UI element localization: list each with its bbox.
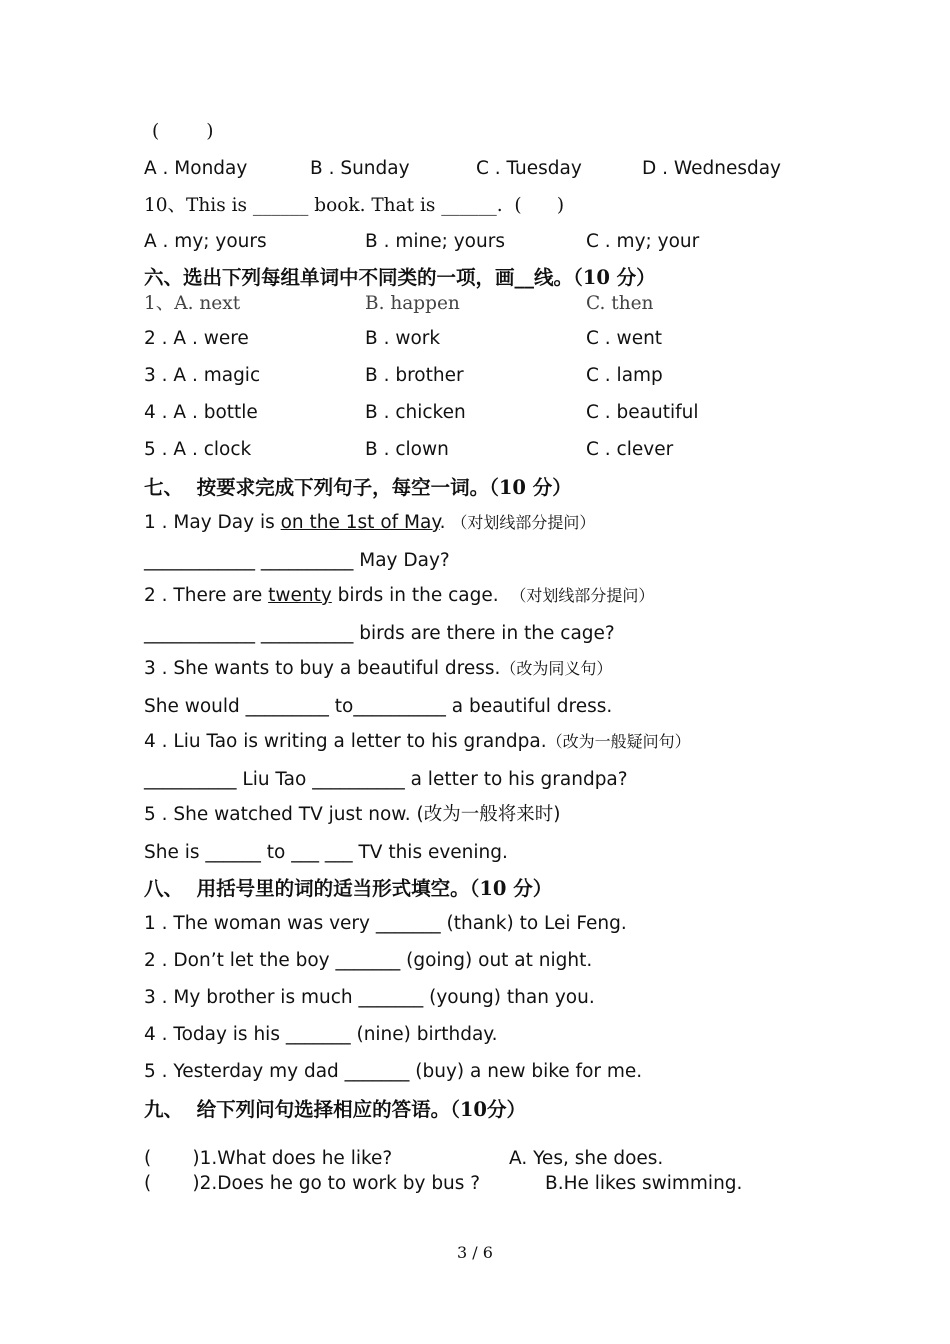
- section7-heading: 七、 按要求完成下列句子，每空一词。（10 分）: [144, 476, 572, 499]
- s6-row2-a: 2 . A . were: [144, 328, 249, 349]
- s7-q4-note: （改为一般疑问句）: [546, 732, 691, 751]
- s6-row1-a: 1、A. next: [144, 293, 241, 314]
- s7-q1-note: （对划线部分提问）: [451, 513, 596, 532]
- s7-q2-underlined: twenty: [268, 585, 332, 606]
- section8-heading: 八、 用括号里的词的适当形式填空。（10 分）: [144, 877, 553, 900]
- s7-q1-answer: ____________ __________ May Day?: [144, 550, 450, 571]
- s6-row2-c: C . went: [586, 328, 663, 349]
- s9-a2: B.He likes swimming.: [545, 1173, 743, 1194]
- s7-q2-note: （对划线部分提问）: [510, 586, 655, 605]
- q10-stem: 10、This is ______ book. That is ______. ( ): [144, 195, 565, 216]
- s7-q3: 3 . She wants to buy a beautiful dress.（改为同义句）: [144, 658, 613, 679]
- q10-option-a: A . my; yours: [144, 231, 267, 252]
- s8-item-1: 1 . The woman was very _______ (thank) to Lei Feng.: [144, 913, 627, 934]
- s8-item-4: 4 . Today is his _______ (nine) birthday.: [144, 1024, 498, 1045]
- s8-item-2: 2 . Don’t let the boy _______ (going) out at night.: [144, 950, 593, 971]
- q9-answer-paren: ( ): [152, 121, 214, 142]
- section9-heading: 九、 给下列问句选择相应的答语。（10分）: [144, 1098, 526, 1121]
- s8-item-3: 3 . My brother is much _______ (young) than you.: [144, 987, 595, 1008]
- s6-row1-b: B. happen: [365, 293, 460, 314]
- s7-q4-answer: __________ Liu Tao __________ a letter to his grandpa?: [144, 769, 628, 790]
- q10-option-c: C . my; your: [586, 231, 700, 252]
- s6-row3-a: 3 . A . magic: [144, 365, 261, 386]
- s6-row5-c: C . clever: [586, 439, 674, 460]
- s7-q3-answer: She would _________ to__________ a beautiful dress.: [144, 696, 613, 717]
- q9-option-a: A . Monday: [144, 158, 248, 179]
- s9-a1: A. Yes, she does.: [509, 1148, 664, 1169]
- q9-option-b: B . Sunday: [310, 158, 410, 179]
- s7-q5: 5 . She watched TV just now. (改为一般将来时): [144, 804, 561, 825]
- s7-q1-underlined: on the 1st of May: [280, 512, 440, 533]
- section6-heading: 六、选出下列每组单词中不同类的一项，画__线。（10 分）: [144, 266, 656, 289]
- s6-row4-a: 4 . A . bottle: [144, 402, 258, 423]
- q9-option-d: D . Wednesday: [642, 158, 781, 179]
- s7-q1: 1 . May Day is on the 1st of May. （对划线部分提问）: [144, 512, 596, 533]
- s8-item-5: 5 . Yesterday my dad _______ (buy) a new bike for me.: [144, 1061, 643, 1082]
- q10-option-b: B . mine; yours: [365, 231, 505, 252]
- s7-q5-answer: She is ______ to ___ ___ TV this evening.: [144, 842, 508, 863]
- s6-row2-b: B . work: [365, 328, 441, 349]
- s6-row4-b: B . chicken: [365, 402, 466, 423]
- page-number: 3 / 6: [457, 1243, 493, 1262]
- s7-q4: 4 . Liu Tao is writing a letter to his grandpa.（改为一般疑问句）: [144, 731, 691, 752]
- s6-row3-b: B . brother: [365, 365, 464, 386]
- s6-row3-c: C . lamp: [586, 365, 663, 386]
- s9-q2: ( )2.Does he go to work by bus ?: [144, 1173, 481, 1194]
- s6-row5-b: B . clown: [365, 439, 449, 460]
- s6-row4-c: C . beautiful: [586, 402, 699, 423]
- s9-q1: ( )1.What does he like?: [144, 1148, 393, 1169]
- s6-row1-c: C. then: [586, 293, 654, 314]
- q9-option-c: C . Tuesday: [476, 158, 582, 179]
- s7-q2-answer: ____________ __________ birds are there in the cage?: [144, 623, 615, 644]
- s6-row5-a: 5 . A . clock: [144, 439, 252, 460]
- s7-q2: 2 . There are twenty birds in the cage. （对划线部分提问）: [144, 585, 655, 606]
- s7-q3-note: （改为同义句）: [500, 659, 613, 678]
